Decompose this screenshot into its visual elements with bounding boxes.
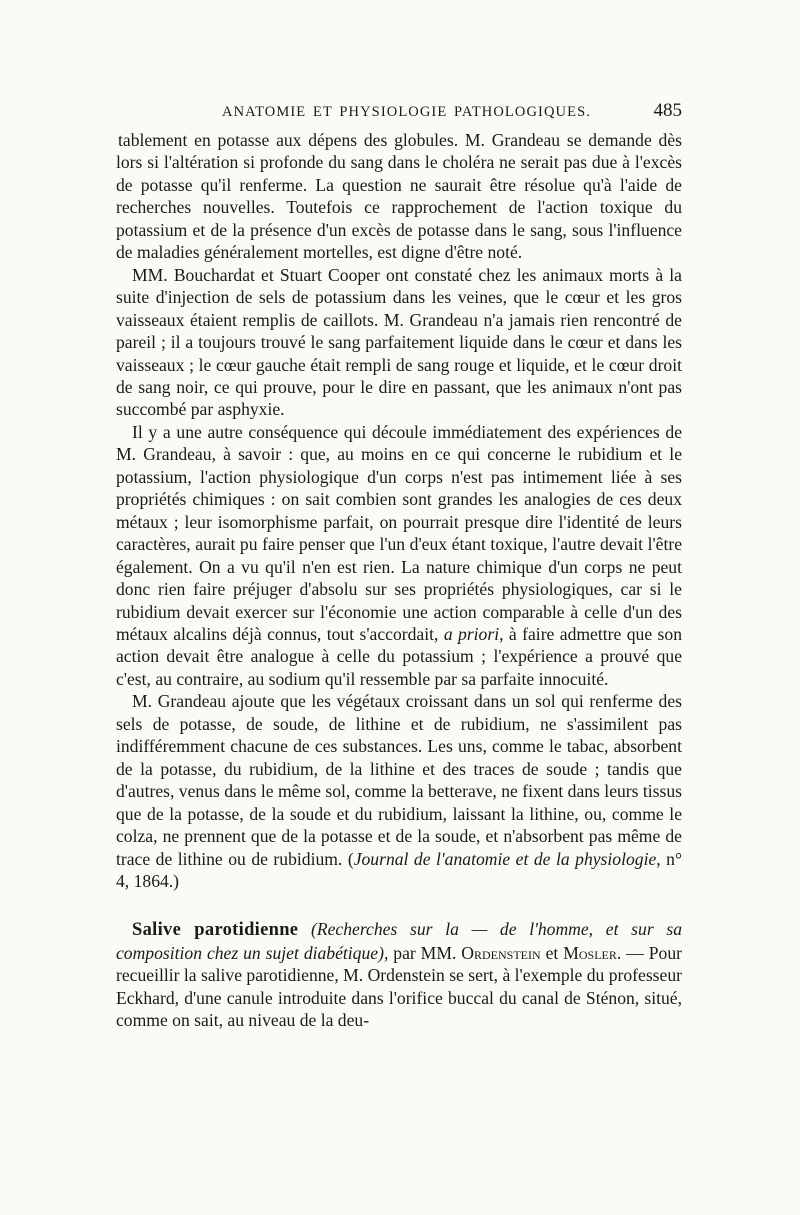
author-mosler: Mosler (563, 942, 617, 963)
citation-number: , n° 4, 1864.) (116, 848, 682, 891)
paragraph-2: MM. Bouchardat et Stuart Cooper ont constaté chez les animaux morts à la suite d'injection de sels de potassium dans les veines, que le cœur et les gros vaisseaux étaient remplis de caillots. M. Grandeau n'a jamais rien rencontré de pareil ; il a toujours trouvé le sang parfaitement liquide dans le cœur et dans les vaisseaux ; le cœur gauche était rempli de sang rouge et liquide, et le cœur droit de sang noir, ce qui prouve, pour le dire en passant, que les animaux n'ont pas succombé par asphyxie. (116, 264, 682, 420)
page-number: 485 (653, 100, 682, 121)
paragraph-1: tablement en potasse aux dépens des globules. M. Grandeau se demande dès lors si l'altération si profonde du sang dans le choléra ne serait pas due à l'excès de potasse qu'il renferme. La question ne saurait être résolue qu'à l'aide de recherches nouvelles. Toutefois ce rapprochement de l'action toxique du potassium et de la présence d'un excès de potasse dans le sang, sous l'influence de maladies généralement mortelles, est digne d'être noté. (116, 130, 682, 263)
paragraph-3-part-2: , à faire admettre que son action devait être analogue à celle du potassium ; l'expérience a prouvé que c'est, au contraire, au sodium qu'il ressemble par sa parfaite innocuité. (116, 623, 682, 689)
section-text: Pour recueillir la salive parotidienne, M. Ordenstein se sert, à l'exemple du professeur Eckhard, d'une canule introduite dans l'orifice buccal du canal de Sténon, situé, comme on sait, au niveau de la deu- (116, 942, 682, 1031)
section-paragraph (116, 918, 682, 1031)
and-text: et (540, 942, 564, 963)
paragraph-4-text: M. Grandeau ajoute que les végétaux croissant dans un sol qui renferme des sels de potasse, de soude, de lithine et de rubidium, ne s'assimilent pas indifféremment chacune de ces substances. Les uns, comme le tabac, absorbent de la potasse, du rubidium, de la lithine et des traces de soude ; tandis que d'autres, venus dans le même sol, comme la betterave, ne fixent dans leurs tissus que de la potasse, de la soude et du rubidium, laissant la lithine, ou, comme le colza, ne prennent que de la potasse et de la soude, et n'absorbent pas même de trace de lithine ou de rubidium. ( (116, 691, 683, 869)
by-text: , par MM. (383, 942, 462, 963)
page-header (110, 100, 682, 124)
body-text (116, 129, 682, 1032)
author-ordenstein: Ordenstein (461, 942, 541, 963)
journal-citation: Journal de l'anatomie et de la physiologie (353, 848, 657, 869)
paragraph-4 (116, 690, 682, 892)
paragraph-3-part-1: Il y a une autre conséquence qui découle immédiatement des expériences de M. Grandeau, à savoir : que, au moins en ce qui concerne le rubidium et le potassium, l'action physiologique d'un corps n'est pas intimement liée à ses propriétés chimiques : on sait combien sont grandes les analogies de ces deux métaux ; leur isomorphisme parfait, on pourrait presque dire l'identité de leurs caractères, aurait pu faire penser que l'un d'eux étant toxique, l'autre devait l'être également. On a vu qu'il n'en est rien. La nature chimique d'un corps ne peut donc rien faire préjuger d'absolu sur ses propriétés physiologiques, car si le rubidium devait exercer sur l'économie une action comparable à celle d'un des métaux alcalins déjà connus, tout s'accordait, (116, 421, 682, 644)
a-priori-text: a priori (443, 623, 500, 644)
running-title: ANATOMIE ET PHYSIOLOGIE PATHOLOGIQUES. (222, 104, 591, 120)
section-gap (116, 892, 682, 918)
section-heading: Salive parotidienne (132, 920, 299, 941)
dash-text: . — (616, 942, 644, 963)
paragraph-3 (116, 421, 682, 690)
section-subtitle: (Recherches sur la — de l'homme, et sur sa composition chez un sujet diabétique) (116, 919, 683, 963)
